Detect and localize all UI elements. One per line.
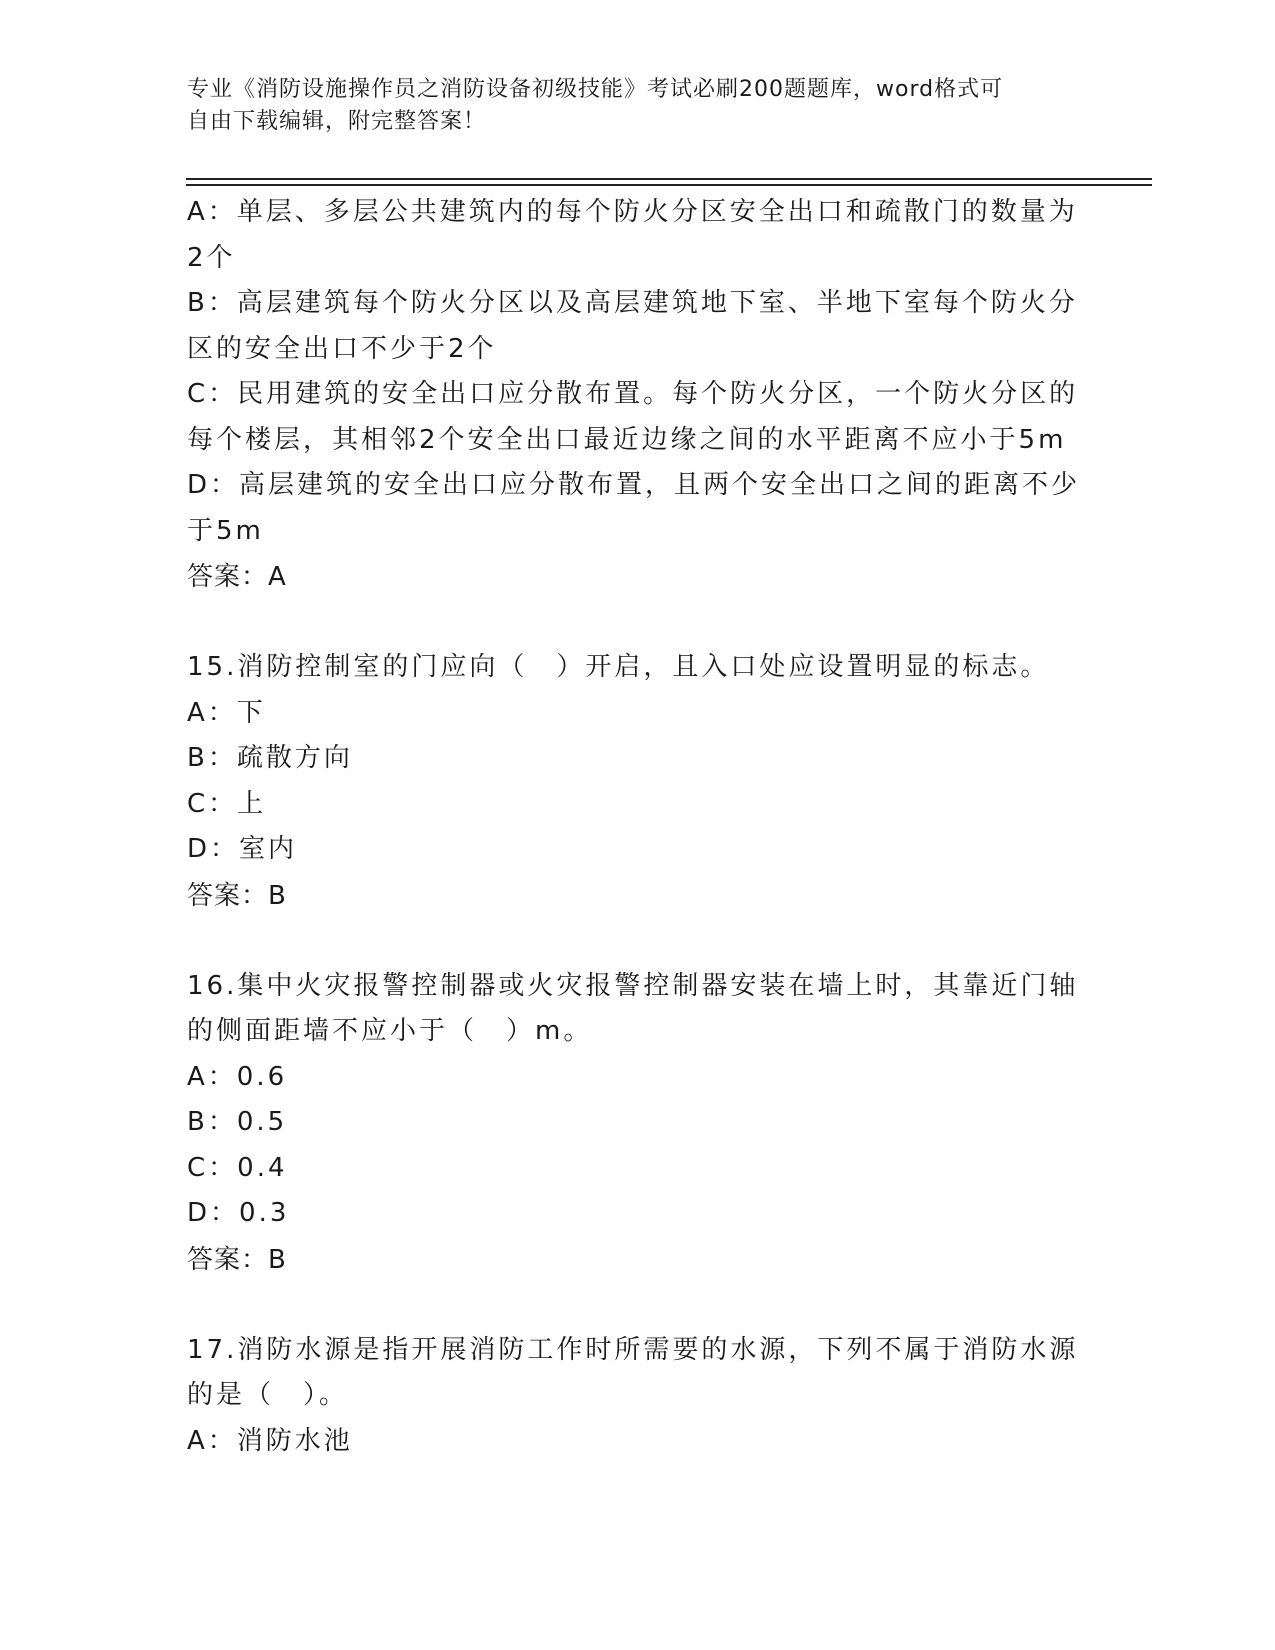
option-d: D：室内	[187, 834, 298, 864]
question-15	[187, 645, 1087, 919]
option-d-line-1: D：高层建筑的安全出口应分散布置，且两个安全出口之间的距离不少	[187, 470, 1081, 500]
option-b: B：0.5	[187, 1107, 288, 1137]
question-14	[187, 190, 1087, 600]
question-15-text: 15.消防控制室的门应向（ ）开启，且入口处应设置明显的标志。	[187, 652, 1050, 682]
header-divider-top	[186, 178, 1152, 180]
question-16-text-line-2: 的侧面距墙不应小于（ ）m。	[187, 1016, 593, 1046]
document-header: 专业《消防设施操作员之消防设备初级技能》考试必刷200题题库，word格式可 自由下载编辑，附完整答案！	[187, 77, 1004, 134]
option-a: A：0.6	[187, 1061, 288, 1092]
header-divider-bottom	[186, 184, 1152, 186]
spacer	[187, 1283, 1087, 1328]
question-17-text-line-2: 的是（ ）。	[187, 1380, 349, 1410]
option-d-line-2: 于5m	[187, 515, 264, 546]
option-c: C：0.4	[187, 1152, 288, 1183]
option-d: D：0.3	[187, 1198, 290, 1228]
answer-16: 答案：B	[187, 1244, 287, 1275]
option-b: B：疏散方向	[187, 743, 353, 773]
answer-14: 答案：A	[187, 562, 287, 592]
option-b-line-1: B：高层建筑每个防火分区以及高层建筑地下室、半地下室每个防火分	[187, 288, 1078, 318]
question-16	[187, 964, 1087, 1283]
answer-15: 答案：B	[187, 880, 287, 911]
option-a: A：消防水池	[187, 1425, 353, 1456]
question-17-text-line-1: 17.消防水源是指开展消防工作时所需要的水源，下列不属于消防水源	[187, 1334, 1079, 1365]
question-list	[187, 190, 1087, 1464]
option-a: A：下	[187, 697, 266, 728]
spacer	[187, 919, 1087, 964]
option-c: C：上	[187, 788, 267, 819]
question-16-text-line-1: 16.集中火灾报警控制器或火灾报警控制器安装在墙上时，其靠近门轴	[187, 970, 1079, 1001]
option-b-line-2: 区的安全出口不少于2个	[187, 333, 497, 364]
option-a-line-2: 2个	[187, 242, 236, 273]
option-c-line-2: 每个楼层，其相邻2个安全出口最近边缘之间的水平距离不应小于5m	[187, 424, 1067, 455]
option-c-line-1: C：民用建筑的安全出口应分散布置。每个防火分区，一个防火分区的	[187, 379, 1079, 409]
question-17	[187, 1328, 1087, 1465]
option-a-line-1: A：单层、多层公共建筑内的每个防火分区安全出口和疏散门的数量为	[187, 197, 1078, 227]
spacer	[187, 600, 1087, 645]
